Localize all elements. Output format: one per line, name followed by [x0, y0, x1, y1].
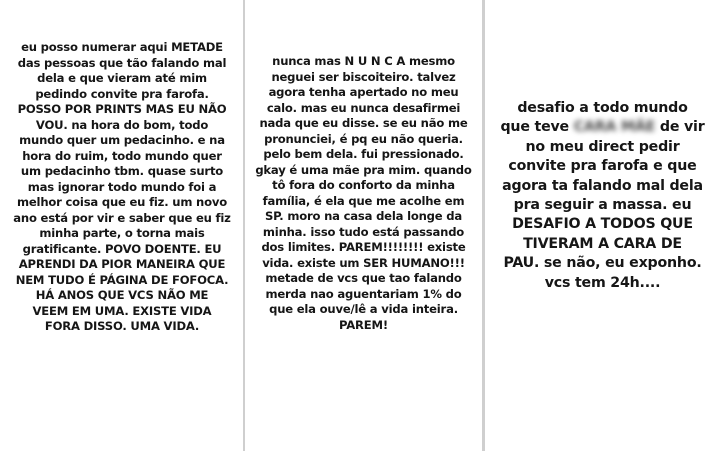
story-text-2 — [251, 54, 477, 333]
story-line: gratificante. POVO DOENTE. EU — [22, 241, 222, 256]
story-line: pronunciei, é pq eu não queria. — [264, 131, 463, 146]
story-line-with-blur — [490, 118, 716, 137]
story-line: DESAFIO A TODOS QUE — [512, 216, 693, 233]
story-line: vida. existe um SER HUMANO!!! — [262, 255, 465, 270]
story-panel-2 — [245, 0, 482, 451]
story-line: que ela ouve/lê a vida inteira. — [269, 302, 458, 316]
story-line: desafio a todo mundo — [517, 100, 688, 116]
story-line: HÁ ANOS QUE VCS NÃO ME — [35, 288, 209, 302]
story-line: ano está por vir e saber que eu fiz — [13, 210, 231, 225]
story-line: melhor coisa que eu fiz. um novo — [17, 195, 227, 209]
story-line: minha parte, o torna mais — [39, 226, 205, 240]
story-line: nunca mas N U N C A mesmo — [272, 54, 455, 68]
story-line: POSSO POR PRINTS MAS EU NÃO — [17, 102, 227, 116]
story-line-part: que teve — [500, 119, 574, 136]
story-line: no meu direct pedir — [525, 138, 680, 155]
story-line: TIVERAM A CARA DE — [523, 235, 682, 252]
story-panel-1 — [0, 0, 244, 451]
story-line: agora ta falando mal dela — [502, 177, 703, 194]
story-line: FORA DISSO. UMA VIDA. — [44, 319, 200, 333]
story-line: família, é ela que me acolhe em — [262, 193, 465, 208]
story-line: SP. moro na casa dela longe da — [264, 209, 462, 223]
story-line: PAREM! — [339, 317, 388, 332]
story-line: dela e que vieram até mim — [37, 71, 207, 85]
story-line: metade de vcs que tao falando — [265, 271, 462, 285]
story-line: hora do ruim, todo mundo quer — [22, 148, 222, 163]
story-line: tô fora do conforto da minha — [272, 178, 455, 192]
story-line-part: de vir — [655, 119, 705, 136]
story-line: calo. mas eu nunca desafirmei — [266, 100, 461, 115]
story-text-3 — [490, 99, 716, 293]
story-line: APRENDI DA PIOR MANEIRA QUE — [18, 257, 226, 271]
story-line: neguei ser biscoiteiro. talvez — [271, 69, 456, 84]
story-line: dos limites. PAREM!!!!!!!! existe — [261, 240, 466, 254]
story-line: merda nao aguentariam 1% do — [265, 286, 462, 301]
story-line: agora tenha apertado no meu — [268, 85, 459, 99]
story-line: NEM TUDO É PÁGINA DE FOFOCA. — [15, 272, 229, 287]
story-line: eu posso numerar aqui METADE — [21, 40, 223, 54]
story-line: mas ignorar todo mundo foi a — [27, 179, 217, 194]
story-line: vcs tem 24h.... — [544, 274, 661, 291]
story-line: um pedacinho tbm. quase surto — [20, 164, 224, 178]
story-line: VOU. na hora do bom, todo — [35, 117, 209, 132]
story-line: pedindo convite pra farofa. — [35, 86, 209, 101]
blurred-word: CARA MÃE — [573, 119, 656, 136]
story-line: nada que eu disse. se eu não me — [259, 116, 468, 130]
story-line: pelo bem dela. fui pressionado. — [263, 147, 464, 161]
story-line: VEEM EM UMA. EXISTE VIDA — [32, 303, 212, 318]
story-line: convite pra farofa e que — [508, 158, 697, 175]
story-line: gkay é uma mãe pra mim. quando — [255, 162, 472, 177]
story-line: mundo quer um pedacinho. e na — [19, 133, 225, 147]
story-line: das pessoas que tão falando mal — [17, 55, 227, 70]
story-line: minha. isso tudo está passando — [262, 224, 465, 239]
story-line: pra seguir a massa. eu — [513, 197, 692, 214]
story-text-1 — [4, 40, 240, 335]
story-line: PAU. se não, eu exponho. — [503, 255, 702, 272]
story-panel-3 — [485, 0, 720, 451]
